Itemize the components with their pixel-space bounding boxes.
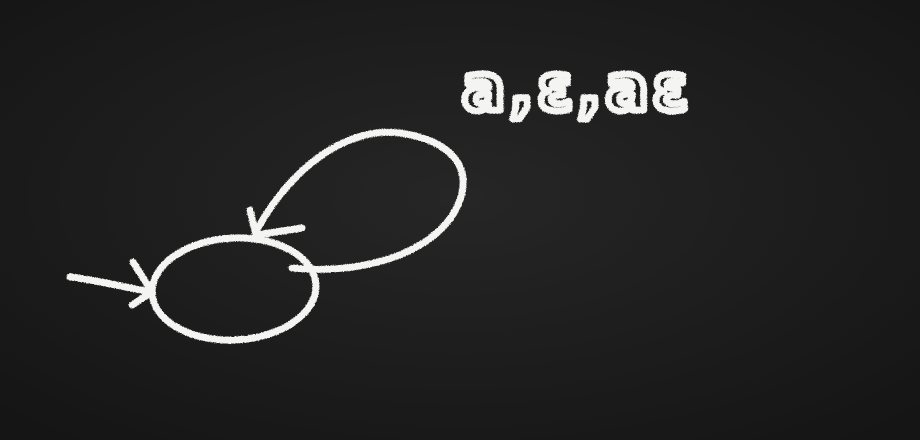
transition-label: a,ε,aε <box>462 52 693 126</box>
